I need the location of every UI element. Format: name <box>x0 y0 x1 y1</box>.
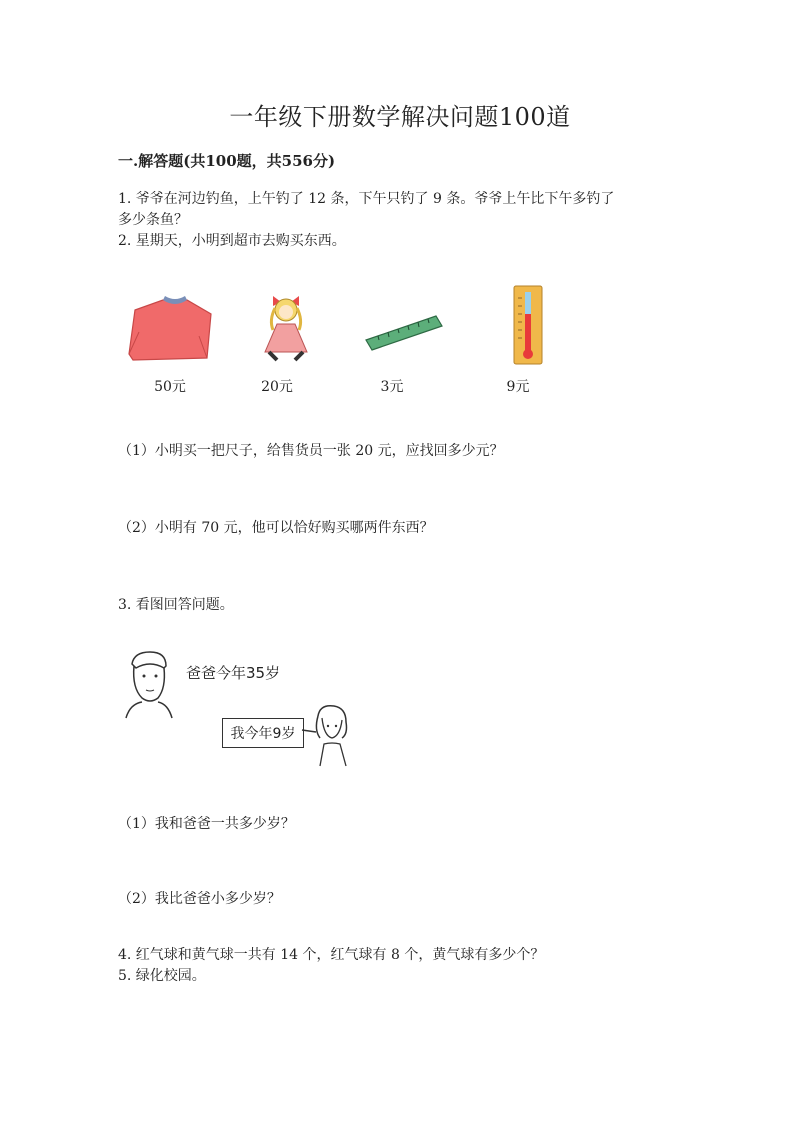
ruler-icon <box>362 310 444 352</box>
question-3-sub-1: （1）我和爸爸一共多少岁？ <box>118 816 295 832</box>
question-3-sub-2: （2）我比爸爸小多少岁？ <box>118 891 281 907</box>
question-3-text: 3. 看图回答问题。 <box>118 597 234 613</box>
father-speech: 爸爸今年35岁 <box>186 664 281 682</box>
father-icon <box>120 648 178 720</box>
question-2-text: 2. 星期天，小明到超市去购买东西。 <box>118 233 346 249</box>
price-doll: 20元 <box>261 379 293 395</box>
price-ruler: 3元 <box>380 379 404 395</box>
price-shirt: 50元 <box>154 379 186 395</box>
page-title: 一年级下册数学解决问题100道 <box>229 103 571 131</box>
price-thermometer: 9元 <box>506 379 530 395</box>
section-heading: 一.解答题(共100题，共556分) <box>118 152 336 170</box>
question-5-text: 5. 绿化校园。 <box>118 968 206 984</box>
question-2-sub-2: （2）小明有 70 元，他可以恰好购买哪两件东西？ <box>118 520 434 536</box>
girl-speech-bubble <box>222 718 304 748</box>
girl-icon <box>302 702 354 768</box>
question-2-sub-1: （1）小明买一把尺子，给售货员一张 20 元，应找回多少元？ <box>118 443 504 459</box>
question-4-text: 4. 红气球和黄气球一共有 14 个，红气球有 8 个，黄气球有多少个？ <box>118 947 545 963</box>
question-1-line-2: 多少条鱼？ <box>118 212 188 228</box>
question-1-line-1: 1. 爷爷在河边钓鱼，上午钓了 12 条，下午只钓了 9 条。爷爷上午比下午多钓了 <box>118 191 615 207</box>
doll-icon <box>255 290 317 368</box>
girl-speech: 我今年9岁 <box>230 726 296 742</box>
thermometer-icon <box>512 284 544 368</box>
shirt-icon <box>125 292 217 366</box>
